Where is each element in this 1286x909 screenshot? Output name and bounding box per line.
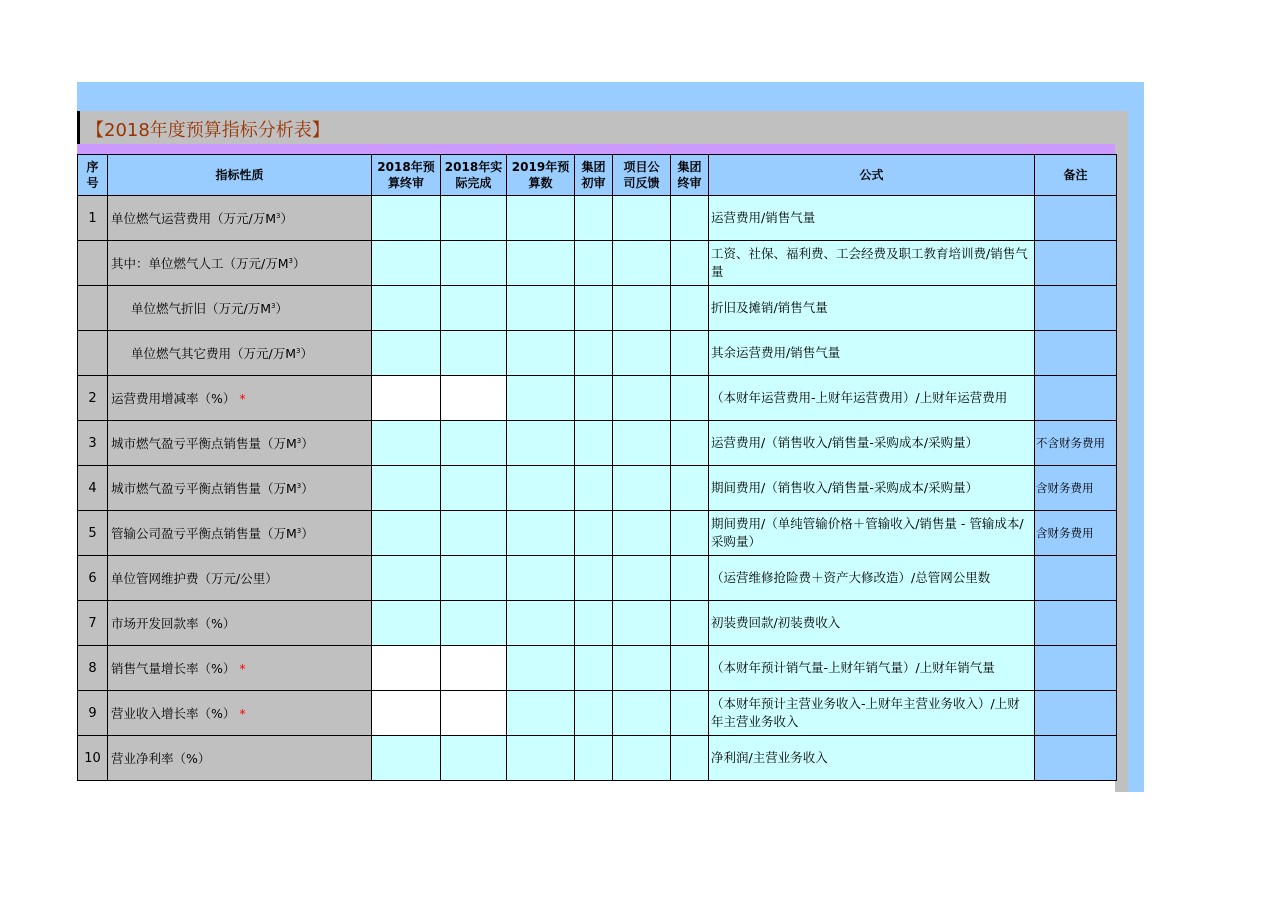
header-no[interactable]: 序 号 xyxy=(78,155,108,196)
row-number-cell[interactable]: 9 xyxy=(78,691,108,736)
note-cell[interactable]: 含财务费用 xyxy=(1035,511,1117,556)
table-row xyxy=(78,511,1117,556)
table-row xyxy=(78,421,1117,466)
group-first-input-cell[interactable] xyxy=(575,691,613,736)
note-cell[interactable]: 含财务费用 xyxy=(1035,466,1117,511)
row-number-cell[interactable]: 5 xyxy=(78,511,108,556)
group-first-input-cell[interactable] xyxy=(575,421,613,466)
header-name[interactable]: 指标性质 xyxy=(108,155,372,196)
actual-2018-input-cell[interactable] xyxy=(441,196,507,241)
row-number-cell[interactable]: 3 xyxy=(78,421,108,466)
note-cell[interactable] xyxy=(1035,331,1117,376)
header-actual-2018[interactable]: 2018年实 际完成 xyxy=(441,155,507,196)
actual-2018-input-cell[interactable] xyxy=(441,421,507,466)
required-star: * xyxy=(239,661,246,676)
header-group-first[interactable]: 集团 初审 xyxy=(575,155,613,196)
budget-2018-input-cell[interactable] xyxy=(372,286,441,331)
group-final-input-cell[interactable] xyxy=(671,601,709,646)
project-feedback-input-cell[interactable] xyxy=(613,196,671,241)
group-final-input-cell[interactable] xyxy=(671,196,709,241)
sheet-title: 【2018年度预算指标分析表】 xyxy=(86,120,330,141)
project-feedback-input-cell[interactable] xyxy=(613,376,671,421)
budget-2018-input-cell[interactable] xyxy=(372,646,441,691)
group-first-input-cell[interactable] xyxy=(575,286,613,331)
actual-2018-input-cell[interactable] xyxy=(441,511,507,556)
group-final-input-cell[interactable] xyxy=(671,691,709,736)
group-final-input-cell[interactable] xyxy=(671,466,709,511)
budget-2018-input-cell[interactable] xyxy=(372,421,441,466)
actual-2018-input-cell[interactable] xyxy=(441,376,507,421)
note-cell[interactable] xyxy=(1035,691,1117,736)
group-final-input-cell[interactable] xyxy=(671,556,709,601)
project-feedback-input-cell[interactable] xyxy=(613,331,671,376)
budget-2018-input-cell[interactable] xyxy=(372,466,441,511)
budget-2019-input-cell[interactable] xyxy=(507,331,575,376)
indicator-name-cell[interactable]: 单位燃气其它费用（万元/万$M^3$） xyxy=(108,331,372,376)
formula-cell[interactable]: 运营费用/（销售收入/销售量-采购成本/采购量） xyxy=(709,421,1035,466)
indicator-name-cell[interactable]: 营业收入增长率（%） * xyxy=(108,691,372,736)
group-final-input-cell[interactable] xyxy=(671,421,709,466)
formula-cell[interactable]: 初装费回款/初装费收入 xyxy=(709,601,1035,646)
indicator-name-cell[interactable]: 单位燃气运营费用（万元/万$M^3$） xyxy=(108,196,372,241)
note-cell[interactable] xyxy=(1035,196,1117,241)
indicator-name-cell[interactable]: 城市燃气盈亏平衡点销售量（万$M^3$） xyxy=(108,466,372,511)
header-budget-2018[interactable]: 2018年预 算终审 xyxy=(372,155,441,196)
budget-2018-input-cell[interactable] xyxy=(372,736,441,781)
group-first-input-cell[interactable] xyxy=(575,556,613,601)
table-row xyxy=(78,601,1117,646)
budget-2019-input-cell[interactable] xyxy=(507,421,575,466)
note-cell[interactable] xyxy=(1035,286,1117,331)
row-number-cell[interactable]: 7 xyxy=(78,601,108,646)
group-final-input-cell[interactable] xyxy=(671,286,709,331)
top-band xyxy=(77,82,1144,111)
group-first-input-cell[interactable] xyxy=(575,241,613,286)
budget-2018-input-cell[interactable] xyxy=(372,376,441,421)
group-first-input-cell[interactable] xyxy=(575,466,613,511)
table-row xyxy=(78,286,1117,331)
budget-2019-input-cell[interactable] xyxy=(507,196,575,241)
indicator-name-cell[interactable]: 单位管网维护费（万元/公里） xyxy=(108,556,372,601)
note-cell[interactable] xyxy=(1035,646,1117,691)
budget-2018-input-cell[interactable] xyxy=(372,511,441,556)
group-final-input-cell[interactable] xyxy=(671,511,709,556)
budget-2019-input-cell[interactable] xyxy=(507,376,575,421)
budget-2019-input-cell[interactable] xyxy=(507,466,575,511)
table-row xyxy=(78,241,1117,286)
budget-2018-input-cell[interactable] xyxy=(372,196,441,241)
actual-2018-input-cell[interactable] xyxy=(441,646,507,691)
budget-2018-input-cell[interactable] xyxy=(372,601,441,646)
group-final-input-cell[interactable] xyxy=(671,331,709,376)
header-note[interactable]: 备注 xyxy=(1035,155,1117,196)
table-row xyxy=(78,691,1117,736)
formula-cell[interactable]: （本财年预计主营业务收入-上财年主营业务收入）/上财年主营业务收入 xyxy=(709,691,1035,736)
row-number-cell[interactable] xyxy=(78,286,108,331)
budget-2019-input-cell[interactable] xyxy=(507,241,575,286)
budget-2019-input-cell[interactable] xyxy=(507,691,575,736)
formula-cell[interactable]: （本财年运营费用-上财年运营费用）/上财年运营费用 xyxy=(709,376,1035,421)
note-cell[interactable] xyxy=(1035,736,1117,781)
project-feedback-input-cell[interactable] xyxy=(613,691,671,736)
title-bar xyxy=(77,111,1128,144)
formula-cell[interactable]: 净利润/主营业务收入 xyxy=(709,736,1035,781)
indicator-name-cell[interactable]: 营业净利率（%） xyxy=(108,736,372,781)
indicator-name-cell[interactable]: 单位燃气折旧（万元/万$M^3$） xyxy=(108,286,372,331)
indicator-name-cell[interactable]: 其中：单位燃气人工（万元/万$M^3$） xyxy=(108,241,372,286)
formula-cell[interactable]: 折旧及摊销/销售气量 xyxy=(709,286,1035,331)
project-feedback-input-cell[interactable] xyxy=(613,511,671,556)
formula-cell[interactable]: （运营维修抢险费＋资产大修改造）/总管网公里数 xyxy=(709,556,1035,601)
header-group-final[interactable]: 集团 终审 xyxy=(671,155,709,196)
budget-2019-input-cell[interactable] xyxy=(507,556,575,601)
actual-2018-input-cell[interactable] xyxy=(441,241,507,286)
formula-cell[interactable]: 期间费用/（销售收入/销售量-采购成本/采购量） xyxy=(709,466,1035,511)
indicator-name-cell[interactable]: 市场开发回款率（%） xyxy=(108,601,372,646)
budget-2018-input-cell[interactable] xyxy=(372,691,441,736)
group-first-input-cell[interactable] xyxy=(575,736,613,781)
note-cell[interactable]: 不含财务费用 xyxy=(1035,421,1117,466)
note-cell[interactable] xyxy=(1035,376,1117,421)
indicator-name-cell[interactable]: 管输公司盈亏平衡点销售量（万$M^3$） xyxy=(108,511,372,556)
right-band xyxy=(1128,111,1144,792)
project-feedback-input-cell[interactable] xyxy=(613,286,671,331)
formula-cell[interactable]: （本财年预计销气量-上财年销气量）/上财年销气量 xyxy=(709,646,1035,691)
project-feedback-input-cell[interactable] xyxy=(613,646,671,691)
actual-2018-input-cell[interactable] xyxy=(441,466,507,511)
group-first-input-cell[interactable] xyxy=(575,196,613,241)
group-final-input-cell[interactable] xyxy=(671,241,709,286)
purple-strip xyxy=(77,144,1115,154)
formula-cell[interactable]: 工资、社保、福利费、工会经费及职工教育培训费/销售气量 xyxy=(709,241,1035,286)
budget-2019-input-cell[interactable] xyxy=(507,511,575,556)
row-number-cell[interactable] xyxy=(78,331,108,376)
group-first-input-cell[interactable] xyxy=(575,376,613,421)
group-final-input-cell[interactable] xyxy=(671,736,709,781)
indicator-name-cell[interactable]: 运营费用增减率（%） * xyxy=(108,376,372,421)
table-row xyxy=(78,376,1117,421)
actual-2018-input-cell[interactable] xyxy=(441,286,507,331)
budget-2018-input-cell[interactable] xyxy=(372,556,441,601)
table-row xyxy=(78,331,1117,376)
group-first-input-cell[interactable] xyxy=(575,646,613,691)
row-number-cell[interactable]: 8 xyxy=(78,646,108,691)
table-row xyxy=(78,556,1117,601)
project-feedback-input-cell[interactable] xyxy=(613,601,671,646)
project-feedback-input-cell[interactable] xyxy=(613,241,671,286)
header-project-feedback[interactable]: 项目公 司反馈 xyxy=(613,155,671,196)
row-number-cell[interactable]: 4 xyxy=(78,466,108,511)
group-final-input-cell[interactable] xyxy=(671,376,709,421)
indicator-name-cell[interactable]: 城市燃气盈亏平衡点销售量（万$M^3$） xyxy=(108,421,372,466)
row-number-cell[interactable]: 2 xyxy=(78,376,108,421)
row-number-cell[interactable]: 1 xyxy=(78,196,108,241)
project-feedback-input-cell[interactable] xyxy=(613,466,671,511)
actual-2018-input-cell[interactable] xyxy=(441,331,507,376)
formula-cell[interactable]: 其余运营费用/销售气量 xyxy=(709,331,1035,376)
formula-cell[interactable]: 期间费用/（单纯管输价格＋管输收入/销售量 - 管输成本/采购量） xyxy=(709,511,1035,556)
table-row xyxy=(78,466,1117,511)
project-feedback-input-cell[interactable] xyxy=(613,556,671,601)
group-first-input-cell[interactable] xyxy=(575,601,613,646)
actual-2018-input-cell[interactable] xyxy=(441,556,507,601)
actual-2018-input-cell[interactable] xyxy=(441,736,507,781)
budget-2018-input-cell[interactable] xyxy=(372,241,441,286)
table-row xyxy=(78,736,1117,781)
budget-2019-input-cell[interactable] xyxy=(507,736,575,781)
note-cell[interactable] xyxy=(1035,601,1117,646)
row-number-cell[interactable] xyxy=(78,241,108,286)
budget-2019-input-cell[interactable] xyxy=(507,286,575,331)
header-budget-2019[interactable]: 2019年预 算数 xyxy=(507,155,575,196)
project-feedback-input-cell[interactable] xyxy=(613,736,671,781)
actual-2018-input-cell[interactable] xyxy=(441,691,507,736)
note-cell[interactable] xyxy=(1035,241,1117,286)
header-row xyxy=(78,155,1117,196)
actual-2018-input-cell[interactable] xyxy=(441,601,507,646)
budget-2018-input-cell[interactable] xyxy=(372,331,441,376)
row-number-cell[interactable]: 6 xyxy=(78,556,108,601)
group-first-input-cell[interactable] xyxy=(575,511,613,556)
group-first-input-cell[interactable] xyxy=(575,331,613,376)
row-number-cell[interactable]: 10 xyxy=(78,736,108,781)
group-final-input-cell[interactable] xyxy=(671,646,709,691)
formula-cell[interactable]: 运营费用/销售气量 xyxy=(709,196,1035,241)
note-cell[interactable] xyxy=(1035,556,1117,601)
indicator-name-cell[interactable]: 销售气量增长率（%） * xyxy=(108,646,372,691)
table-row xyxy=(78,646,1117,691)
header-formula[interactable]: 公式 xyxy=(709,155,1035,196)
budget-table xyxy=(77,154,1117,781)
budget-2019-input-cell[interactable] xyxy=(507,601,575,646)
required-star: * xyxy=(239,391,246,406)
budget-2019-input-cell[interactable] xyxy=(507,646,575,691)
project-feedback-input-cell[interactable] xyxy=(613,421,671,466)
required-star: * xyxy=(239,706,246,721)
table-row xyxy=(78,196,1117,241)
